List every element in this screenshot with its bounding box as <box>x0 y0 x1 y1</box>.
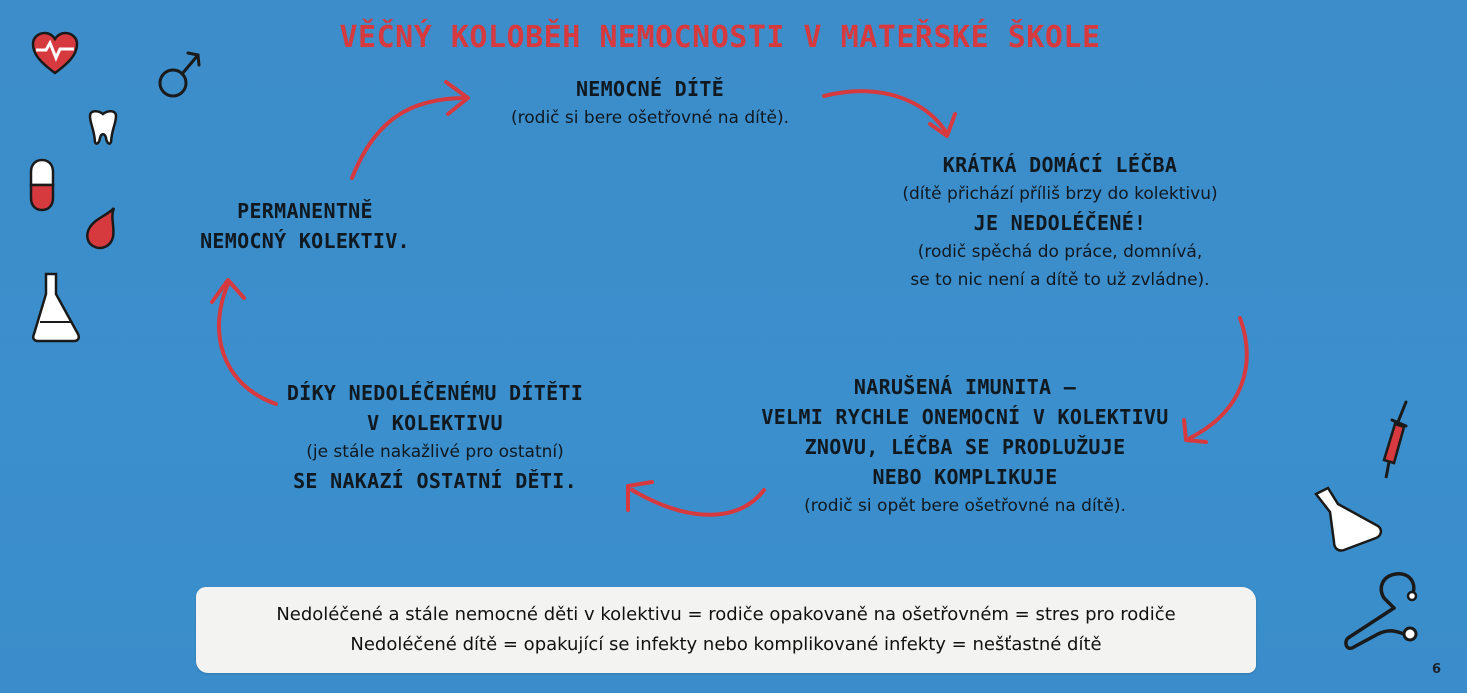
node-heading: NEMOCNÝ KOLEKTIV. <box>200 229 410 253</box>
node-permanent <box>170 196 440 256</box>
node-heading: DÍKY NEDOLÉČENÉMU DÍTĚTI <box>286 381 584 405</box>
tooth-icon <box>86 108 120 146</box>
node-note: (rodič si bere ošetřovné na dítě). <box>511 108 789 128</box>
node-heading: NEBO KOMPLIKUJE <box>872 465 1058 489</box>
node-heading: KRÁTKÁ DOMÁCÍ LÉČBA <box>942 153 1178 177</box>
node-heading: VELMI RYCHLE ONEMOCNÍ V KOLEKTIVU <box>761 405 1169 429</box>
syringe-icon <box>1372 398 1416 482</box>
node-short-treatment <box>845 150 1275 294</box>
blood-drop-icon <box>84 205 118 251</box>
summary-line: Nedoléčené a stále nemocné děti v kolektivu = rodiče opakovaně na ošetřovném = stres pro rodiče <box>276 604 1176 625</box>
flask-icon <box>1308 486 1388 554</box>
node-heading: V KOLEKTIVU <box>367 411 503 435</box>
node-heading: NEMOCNÉ DÍTĚ <box>575 77 725 101</box>
node-heading: NARUŠENÁ IMUNITA – <box>853 375 1077 399</box>
node-note: (dítě přichází příliš brzy do kolektivu) <box>902 184 1218 204</box>
node-heading: PERMANENTNĚ <box>237 199 373 223</box>
node-sick-child <box>450 74 850 132</box>
node-heading: SE NAKAZÍ OSTATNÍ DĚTI. <box>293 469 577 493</box>
flask-icon <box>30 270 84 344</box>
summary-line: Nedoléčené dítě = opakující se infekty nebo komplikované infekty = nešťastné dítě <box>350 634 1102 655</box>
pill-capsule-icon <box>28 158 56 212</box>
venus-symbol-icon <box>155 45 205 103</box>
heart-pulse-icon <box>30 30 80 76</box>
node-note: (je stále nakažlivé pro ostatní) <box>306 442 564 462</box>
node-note: (rodič spěchá do práce, domnívá, <box>917 242 1203 262</box>
node-heading: ZNOVU, LÉČBA SE PRODLUŽUJE <box>804 435 1126 459</box>
node-spread <box>255 378 615 496</box>
node-immunity <box>735 372 1195 520</box>
page-title: VĚČNÝ KOLOBĚH NEMOCNOSTI V MATEŘSKÉ ŠKOLE <box>339 20 1101 55</box>
page-number: 6 <box>1432 662 1442 677</box>
stethoscope-icon <box>1338 568 1428 668</box>
node-note: se to nic není a dítě to už zvládne). <box>910 270 1210 290</box>
node-note: (rodič si opět bere ošetřovné na dítě). <box>804 496 1126 516</box>
node-heading: JE NEDOLÉČENÉ! <box>973 211 1147 235</box>
summary-box <box>196 587 1256 673</box>
